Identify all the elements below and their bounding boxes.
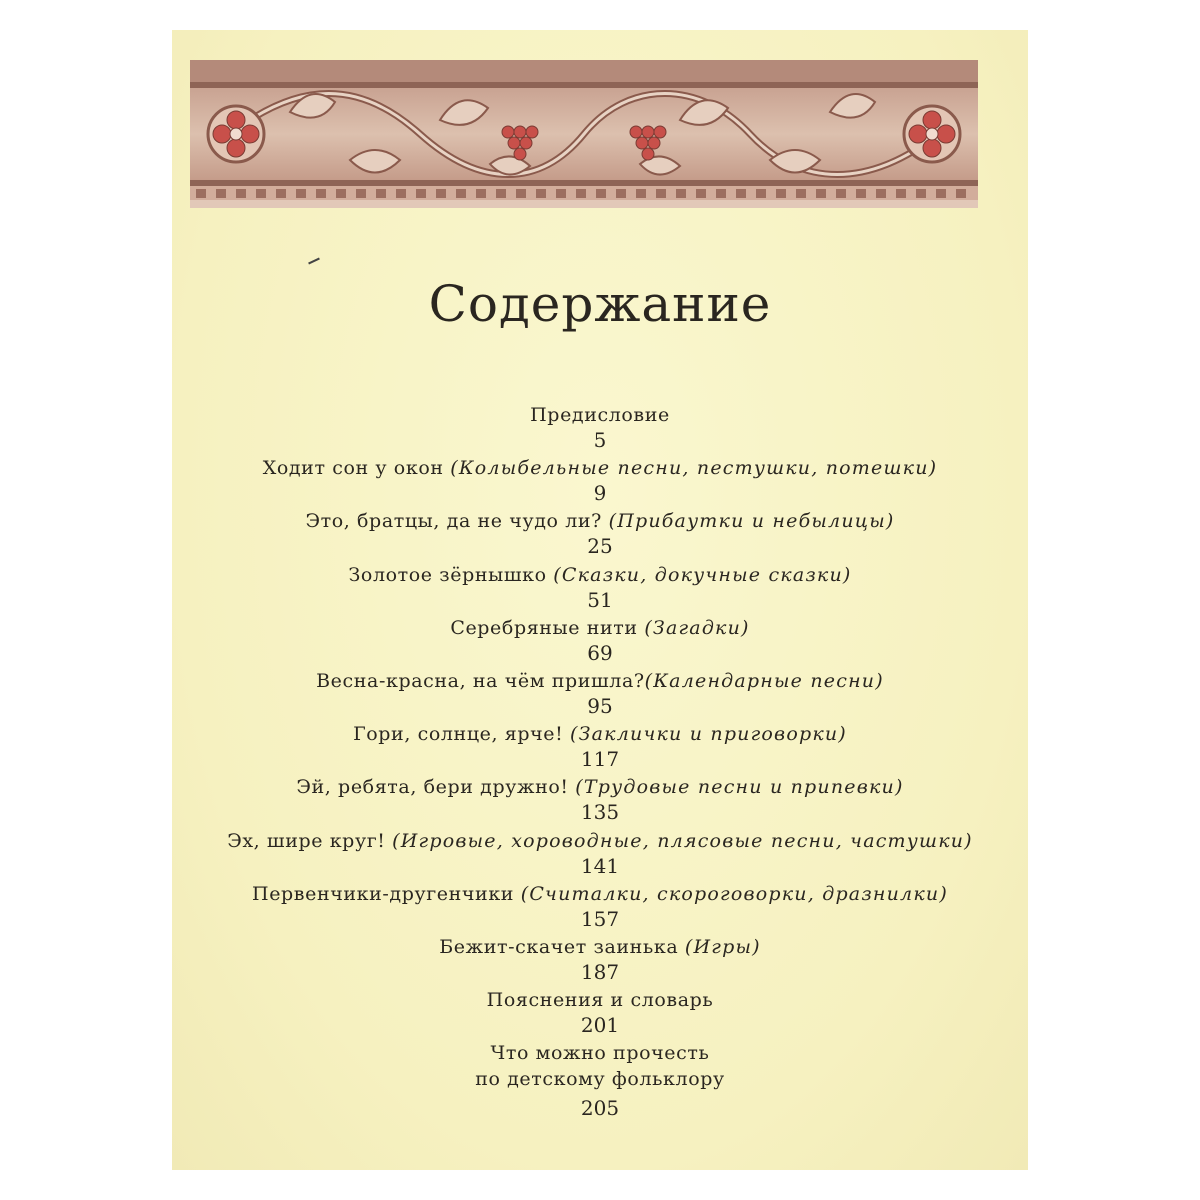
toc-entry[interactable]	[172, 987, 1028, 1040]
toc-entry-main: Это, братцы, да не чудо ли?	[305, 510, 609, 533]
toc-entry-main: Предисловие	[530, 404, 670, 426]
toc-entry[interactable]	[172, 934, 1028, 987]
toc-entry-title	[172, 668, 1028, 694]
toc-entry-page: 51	[587, 587, 613, 612]
toc-entry-title	[172, 881, 1028, 907]
toc-entry-title	[172, 508, 1028, 534]
toc-entry-subtitle: (Колыбельные песни, пестушки, потешки)	[450, 457, 938, 480]
toc-entry-subtitle: (Считалки, скороговорки, дразнилки)	[520, 882, 948, 905]
toc-entry[interactable]	[172, 562, 1028, 615]
toc-entry-page: 135	[580, 800, 620, 825]
toc-entry-subtitle: (Трудовые песни и припевки)	[575, 776, 904, 799]
toc-entry-main: Эх, шире круг!	[227, 829, 393, 852]
toc-entry-main: Серебряные нити	[450, 616, 645, 639]
toc-entry-page: 157	[580, 906, 620, 931]
toc-entry-subtitle: (Заклички и приговорки)	[570, 723, 847, 746]
toc-entry-subtitle: (Загадки)	[644, 616, 750, 639]
toc-entry-main: Ходит сон у окон	[262, 457, 451, 480]
toc-entry-page: 69	[587, 640, 613, 665]
toc-entry-title	[172, 774, 1028, 800]
toc-entry-page: 205	[580, 1096, 620, 1121]
toc-entry-main: Золотое зёрнышко	[348, 563, 554, 586]
toc-entry-title	[172, 828, 1028, 854]
ink-mark	[308, 258, 320, 265]
toc-entry-main: Эй, ребята, бери дружно!	[296, 776, 576, 799]
toc-entry-subtitle: (Сказки, докучные сказки)	[553, 563, 852, 586]
toc-entry[interactable]	[172, 455, 1028, 508]
toc-entry-title	[172, 721, 1028, 747]
toc-entry-main: Гори, солнце, ярче!	[353, 723, 570, 746]
toc-entry-title-line1: Что можно прочесть	[490, 1042, 710, 1065]
toc-entry-title	[172, 562, 1028, 588]
toc-entry-subtitle: (Календарные песни)	[644, 669, 884, 692]
toc-entry[interactable]	[172, 774, 1028, 827]
toc-entry-title-line2: по детскому фольклору	[475, 1068, 725, 1091]
toc-entry-page: 187	[580, 959, 620, 984]
toc-entry-main: Пояснения и словарь	[486, 989, 714, 1012]
toc-entry[interactable]	[172, 721, 1028, 774]
toc-entry-main: Бежит-скачет заинька	[439, 935, 685, 958]
toc-entry-last[interactable]	[172, 1040, 1028, 1130]
book-page	[172, 30, 1028, 1170]
toc-entry-main: Весна-красна, на чём пришла?	[316, 669, 645, 692]
toc-entry-page: 201	[580, 1013, 620, 1038]
toc-entry-title	[172, 934, 1028, 960]
toc-entry[interactable]	[172, 828, 1028, 881]
toc-entry[interactable]	[172, 508, 1028, 561]
toc-entry-title	[172, 987, 1028, 1013]
toc-entry-main: Первенчики-другенчики	[252, 882, 521, 905]
toc-entry[interactable]	[172, 402, 1028, 455]
toc-entry-page: 25	[587, 534, 613, 559]
toc-entry-page: 141	[580, 853, 620, 878]
toc-entry-title	[172, 402, 1028, 428]
toc-entry-page: 117	[580, 747, 620, 772]
toc-entry-subtitle: (Прибаутки и небылицы)	[608, 510, 895, 533]
toc-entry-page: 9	[593, 481, 607, 506]
table-of-contents	[172, 402, 1028, 1130]
toc-entry-subtitle: (Игры)	[684, 935, 761, 958]
toc-entry[interactable]	[172, 668, 1028, 721]
toc-entry-page: 5	[593, 428, 607, 452]
page-title: Содержание	[428, 275, 772, 333]
carved-ornament-border	[190, 60, 978, 212]
toc-entry[interactable]	[172, 881, 1028, 934]
toc-entry[interactable]	[172, 615, 1028, 668]
toc-entry-title	[172, 615, 1028, 641]
toc-entry-page: 95	[587, 693, 613, 718]
toc-entry-subtitle: (Игровые, хороводные, плясовые песни, частушки)	[392, 829, 973, 852]
toc-entry-title	[172, 455, 1028, 481]
